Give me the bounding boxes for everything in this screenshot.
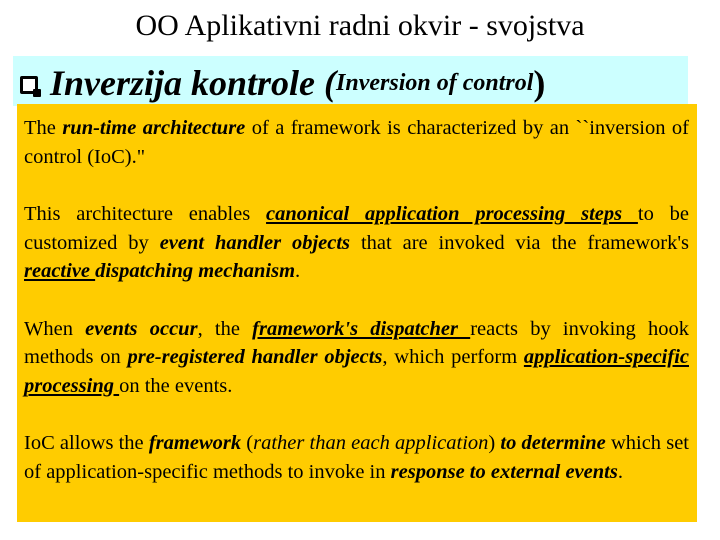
- text-run: IoC allows the: [24, 432, 149, 454]
- text-run: that are invoked via the framework's: [350, 231, 689, 254]
- text-run: to determine: [500, 432, 606, 454]
- text-run: .: [295, 260, 301, 282]
- text-run: The: [24, 117, 63, 139]
- text-run: reactive: [24, 260, 96, 282]
- text-run: This architecture enables: [24, 203, 267, 225]
- text-run: event handler objects: [159, 231, 351, 254]
- paragraph-4: [24, 429, 689, 486]
- text-run: framework's dispatcher: [252, 317, 471, 340]
- heading-sub-text: Inversion of control: [336, 69, 534, 96]
- text-run: , the: [197, 317, 253, 340]
- text-run: response to external events: [390, 460, 618, 483]
- heading-main-text: Inverzija kontrole (: [50, 63, 337, 103]
- paragraph-2: [24, 200, 689, 286]
- text-run: reacts by invoking hook methods on: [24, 317, 689, 368]
- heading-close-paren: ): [533, 63, 546, 103]
- text-run: dispatching mechanism: [95, 260, 296, 282]
- text-run: pre-registered handler objects: [127, 346, 383, 368]
- text-run: which set of application-specific methods to invoke in: [24, 432, 689, 483]
- text-run: When: [24, 317, 86, 340]
- text-run: canonical application processing steps: [266, 203, 638, 225]
- text-run: events occur: [85, 317, 198, 340]
- text-run: on the events.: [119, 374, 233, 397]
- text-run: (: [241, 432, 254, 454]
- text-run: run-time architecture: [62, 117, 246, 139]
- text-run: .: [617, 460, 623, 483]
- paragraph-3: [24, 315, 689, 401]
- section-heading: [20, 60, 545, 106]
- text-run: ): [488, 432, 501, 454]
- slide-title: OO Aplikativni radni okvir - svojstva: [135, 9, 585, 42]
- content-box: [17, 104, 697, 522]
- text-run: rather than each application: [253, 432, 489, 454]
- paragraph-1: [24, 114, 689, 171]
- text-run: framework: [148, 432, 242, 454]
- text-run: of a framework is characterized by an ``inversion of control (IoC).": [24, 117, 690, 168]
- checkbox-bullet-icon: [20, 76, 38, 94]
- text-run: to be customized by: [24, 203, 689, 254]
- text-run: , which perform: [382, 346, 524, 368]
- text-run: application-specific processing: [24, 346, 689, 397]
